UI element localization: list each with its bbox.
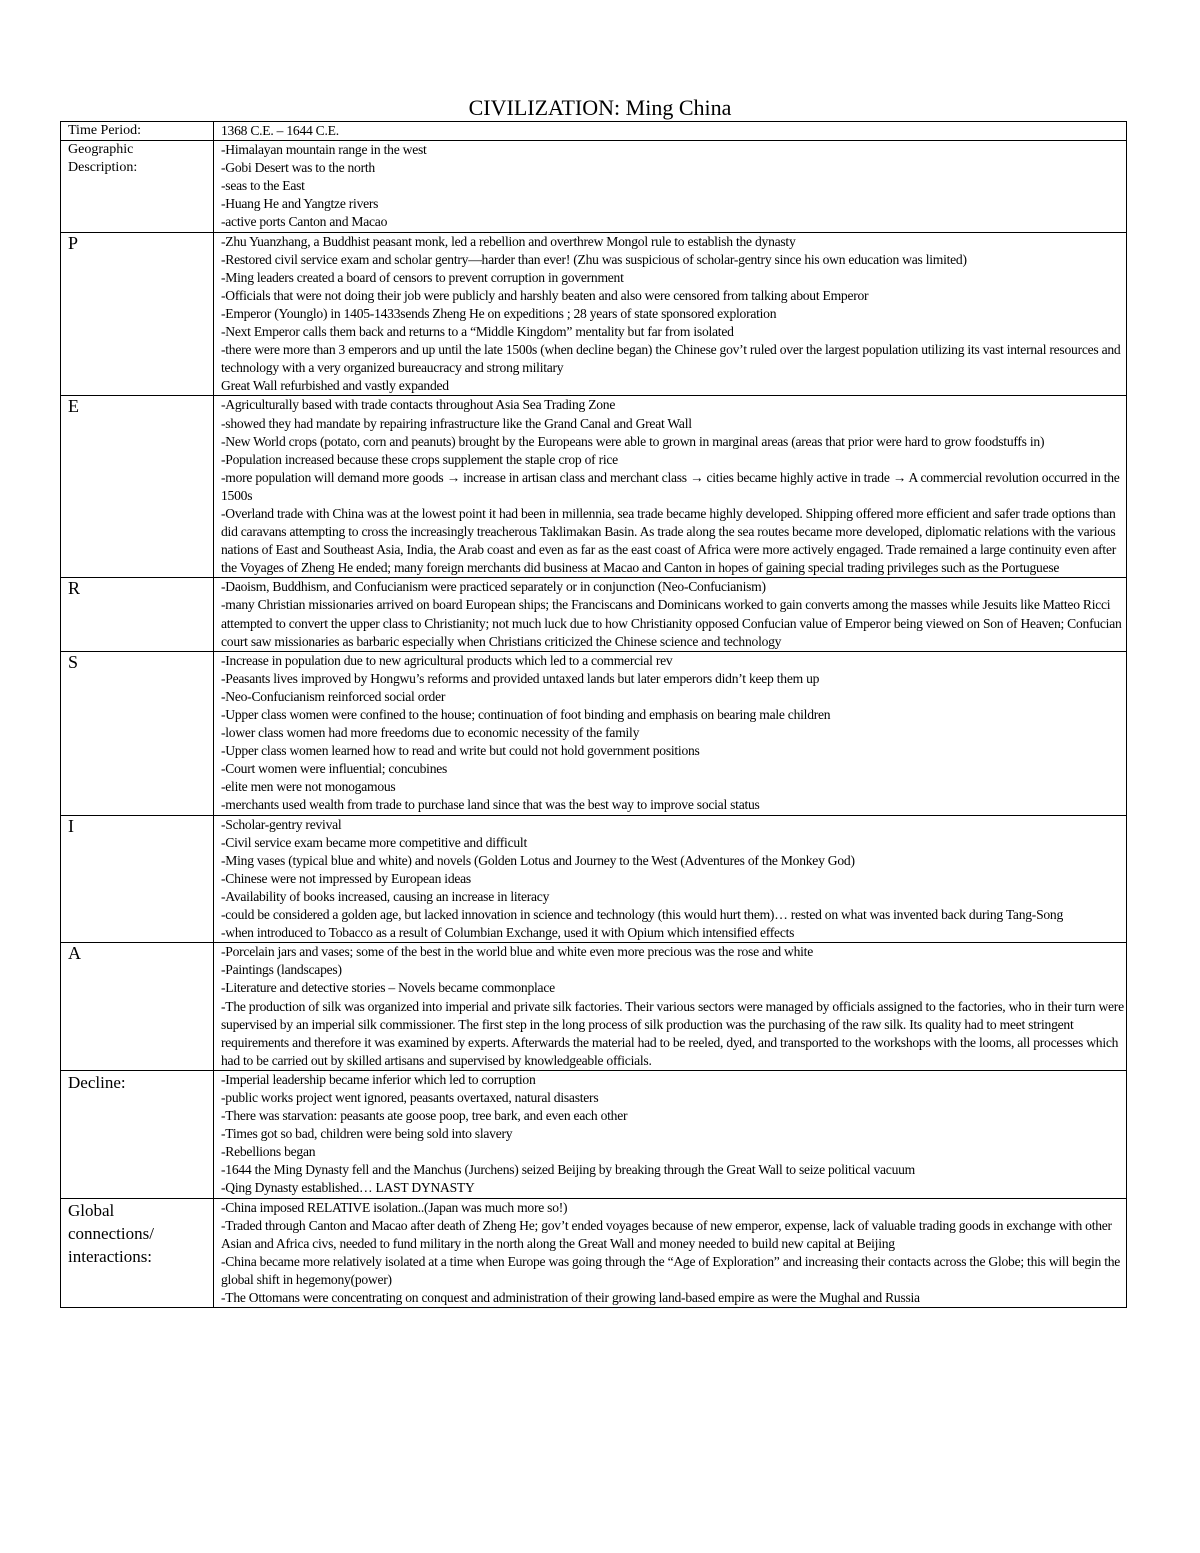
- content-line: -Availability of books increased, causing an increase in literacy: [221, 888, 550, 904]
- content-line: -Upper class women learned how to read and write but could not hold government positions: [221, 743, 700, 759]
- row-content: [214, 1070, 1127, 1198]
- content-line: -Court women were influential; concubines: [221, 761, 448, 777]
- row-content: [214, 122, 1127, 141]
- content-line: -Daoism, Buddhism, and Confucianism were practiced separately or in conjunction (Neo-Confucianism): [221, 579, 766, 595]
- content-line: -There was starvation: peasants ate goose poop, tree bark, and even each other: [221, 1108, 628, 1124]
- content-line: -Huang He and Yangtze rivers: [221, 196, 379, 212]
- content-line: -Rebellions began: [221, 1144, 316, 1160]
- content-line: Great Wall refurbished and vastly expanded: [221, 378, 449, 394]
- row-label-text: connections/: [68, 1223, 154, 1243]
- content-line: -seas to the East: [221, 178, 305, 194]
- row-content: [214, 651, 1127, 815]
- content-line: -many Christian missionaries arrived on board European ships; the Franciscans and Dominicans worked to gain converts among the masses while Jesuits like Matteo Ricci attempted to convert the upper class to Christianity; not much luck due to how Christianity opposed Confucian value of Emperor being viewed on Son of Heaven; Confucian court saw missionaries as barbaric especially when Christians criticized the Chinese science and technology: [221, 597, 1122, 649]
- page-title: CIVILIZATION: Ming China: [468, 95, 732, 120]
- content-line: -Officials that were not doing their job were publicly and harshly beaten and also were censored from talking about Emperor: [221, 287, 869, 303]
- row-label-text: S: [68, 651, 79, 672]
- row-label: [61, 232, 214, 396]
- row-label: [61, 396, 214, 578]
- row-label: [61, 1198, 214, 1308]
- content-line: -lower class women had more freedoms due to economic necessity of the family: [221, 725, 640, 741]
- row-label-text: R: [68, 578, 81, 599]
- row-label-text: Global: [68, 1200, 115, 1220]
- table-row-time-period: [61, 122, 1127, 141]
- row-label: [61, 1070, 214, 1198]
- row-content: [214, 232, 1127, 396]
- content-line: -Porcelain jars and vases; some of the best in the world blue and white even more precious was the rose and white: [221, 944, 813, 960]
- row-content: [214, 943, 1127, 1071]
- content-line: -Zhu Yuanzhang, a Buddhist peasant monk, led a rebellion and overthrew Mongol rule to establish the dynasty: [221, 233, 796, 249]
- content-line: -Agriculturally based with trade contacts throughout Asia Sea Trading Zone: [221, 397, 616, 413]
- content-line: -The Ottomans were concentrating on conquest and administration of their growing land-based empire as were the Mughal and Russia: [221, 1290, 920, 1305]
- content-line: -Times got so bad, children were being sold into slavery: [221, 1126, 513, 1142]
- row-label: [61, 943, 214, 1071]
- row-label-text: interactions:: [68, 1246, 153, 1266]
- row-content: [214, 141, 1127, 232]
- content-line: -Overland trade with China was at the lowest point it had been in millennia, sea trade became highly developed. Shipping offered more efficient and safer trade options than did caravans attempting to cross the increasingly treacherous Taklimakan Basin. As trade along the sea routes became more developed, diplomatic relations with the various nations of East and Southeast Asia, India, the Arab coast and even as far as the east coast of Africa were more actively engaged. Trade remained a large continuity even after the Voyages of Zheng He ended; many foreign merchants did business at Macao and Canton in hopes of gaining special trading privileges such as the Portuguese: [221, 505, 1117, 576]
- table-row-decline: [61, 1070, 1127, 1198]
- content-line: -Imperial leadership became inferior which led to corruption: [221, 1071, 536, 1087]
- content-line: -1644 the Ming Dynasty fell and the Manchus (Jurchens) seized Beijing by breaking through the Great Wall to seize political vacuum: [221, 1162, 915, 1178]
- content-line: -Scholar-gentry revival: [221, 816, 342, 832]
- content-line: -Literature and detective stories – Novels became commonplace: [221, 980, 555, 996]
- content-line: -Restored civil service exam and scholar gentry—harder than ever! (Zhu was suspicious of scholar-gentry since his own education was limited): [221, 251, 967, 267]
- row-content: [214, 815, 1127, 943]
- content-line: -Ming vases (typical blue and white) and novels (Golden Lotus and Journey to the West (Adventures of the Monkey God): [221, 852, 855, 868]
- row-label-text: Decline:: [68, 1072, 126, 1092]
- row-label-text: Geographic: [68, 142, 134, 158]
- row-label-text: E: [68, 396, 79, 417]
- row-label-text: A: [68, 943, 81, 964]
- row-label-text: P: [68, 232, 79, 253]
- content-line: -China imposed RELATIVE isolation..(Japan was much more so!): [221, 1199, 568, 1215]
- row-content: [214, 578, 1127, 651]
- content-line: -Chinese were not impressed by European ideas: [221, 870, 471, 886]
- content-line: -New World crops (potato, corn and peanuts) brought by the Europeans were able to grown in marginal areas (areas that prior were hard to grow foodstuffs in): [221, 433, 1045, 449]
- content-line: -merchants used wealth from trade to purchase land since that was the best way to improve social status: [221, 797, 760, 813]
- table-row-intellectual: [61, 815, 1127, 943]
- row-label-text: Description:: [68, 160, 138, 176]
- content-line: -Paintings (landscapes): [221, 962, 342, 978]
- table-row-social: [61, 651, 1127, 815]
- table-row-geographic: [61, 141, 1127, 232]
- content-line: -elite men were not monogamous: [221, 779, 396, 795]
- content-line: -Upper class women were confined to the house; continuation of foot binding and emphasis on bearing male children: [221, 707, 831, 722]
- content-line: -Himalayan mountain range in the west: [221, 142, 427, 158]
- content-line: -there were more than 3 emperors and up until the late 1500s (when decline began) the Chinese gov’t ruled over the largest population utilizing its vast internal resources and technology with a very organized bureaucracy and strong military: [221, 342, 1121, 376]
- row-label: [61, 141, 214, 232]
- row-label: [61, 578, 214, 651]
- content-line: -Neo-Confucianism reinforced social order: [221, 688, 446, 704]
- table-row-political: [61, 232, 1127, 396]
- content-line: -Ming leaders created a board of censors to prevent corruption in government: [221, 269, 624, 285]
- row-content: [214, 1198, 1127, 1308]
- table-row-economic: [61, 396, 1127, 578]
- civilization-table: [60, 121, 1127, 1308]
- table-row-artistic: [61, 943, 1127, 1071]
- content-line: -Population increased because these crops supplement the staple crop of rice: [221, 451, 618, 467]
- content-line: -more population will demand more goods → increase in artisan class and merchant class → cities became highly active in trade → A commercial revolution occurred in the 1500s: [221, 469, 1120, 503]
- content-line: -active ports Canton and Macao: [221, 214, 388, 230]
- content-line: -Traded through Canton and Macao after death of Zheng He; gov’t ended voyages because of new emperor, expense, lack of valuable trading goods in exchange with other Asian and Africa civs, needed to fund military in the north along the Great Wall and money needed to build new capital at Beijing: [221, 1217, 1112, 1251]
- content-line: -Increase in population due to new agricultural products which led to a commercial rev: [221, 652, 673, 668]
- content-line: -Qing Dynasty established… LAST DYNASTY: [221, 1180, 475, 1196]
- content-line: -Peasants lives improved by Hongwu’s reforms and provided untaxed lands but later emperors didn’t keep them up: [221, 670, 820, 686]
- row-content: [214, 396, 1127, 578]
- row-label-text: I: [68, 815, 74, 836]
- table-row-religious: [61, 578, 1127, 651]
- row-label-text: Time Period:: [68, 123, 141, 138]
- content-line: -The production of silk was organized into imperial and private silk factories. Their various sectors were managed by officials assigned to the factories, who in their turn were supervised by an imperial silk commissioner. The first step in the long process of silk production was the purchasing of the raw silk. Its quality had to meet stringent requirements and therefore it was examined by experts. Afterwards the material had to be reeled, dyed, and transported to the workshops with the looms, all processes which had to be carried out by skilled artisans and supervised by knowledgeable officials.: [221, 998, 1124, 1068]
- content-line: -showed they had mandate by repairing infrastructure like the Grand Canal and Great Wall: [221, 415, 692, 431]
- content-line: -public works project went ignored, peasants overtaxed, natural disasters: [221, 1089, 599, 1105]
- content-line: -China became more relatively isolated at a time when Europe was going through the “Age of Exploration” and increasing their contacts across the Globe; this will begin the global shift in hegemony(power): [221, 1253, 1121, 1287]
- content-line: -Gobi Desert was to the north: [221, 160, 375, 176]
- row-label: [61, 815, 214, 943]
- content-line: -Emperor (Younglo) in 1405-1433sends Zheng He on expeditions ; 28 years of state sponsored exploration: [221, 305, 777, 321]
- table-row-global-connections: [61, 1198, 1127, 1308]
- content-line: -could be considered a golden age, but lacked innovation in science and technology (this would hurt them)… rested on what was invented back during Tang-Song: [221, 907, 1064, 923]
- content-line: -Next Emperor calls them back and returns to a “Middle Kingdom” mentality but far from isolated: [221, 324, 734, 340]
- content-line: 1368 C.E. – 1644 C.E.: [221, 123, 339, 138]
- content-line: -Civil service exam became more competitive and difficult: [221, 834, 527, 850]
- row-label: [61, 651, 214, 815]
- content-line: -when introduced to Tobacco as a result of Columbian Exchange, used it with Opium which intensified effects: [221, 925, 795, 941]
- row-label: [61, 122, 214, 141]
